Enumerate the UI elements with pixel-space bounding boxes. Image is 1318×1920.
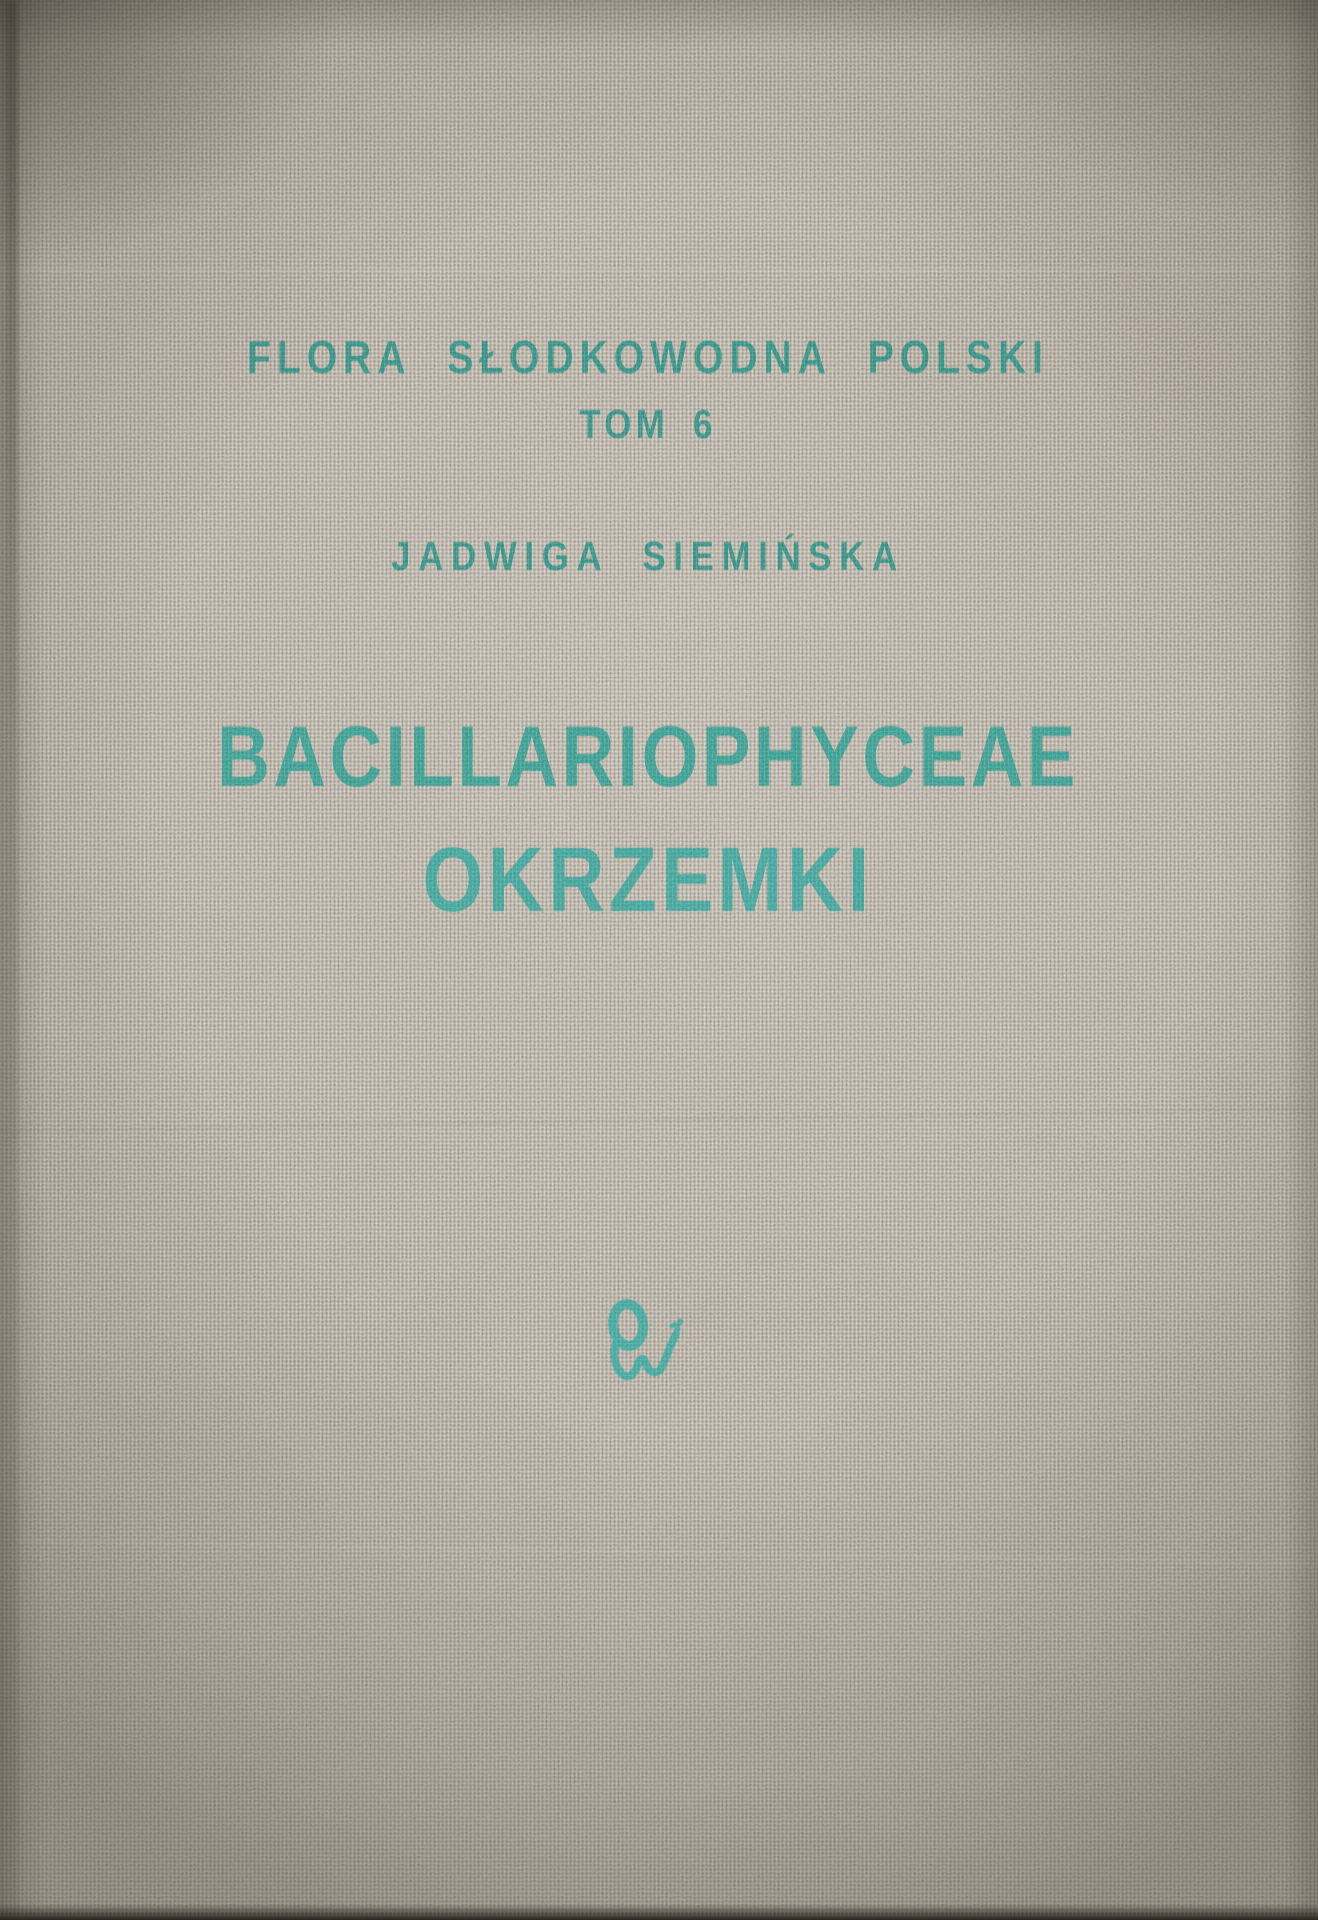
bottom-board-edge xyxy=(0,1904,1318,1920)
spine-shadow xyxy=(6,0,18,1920)
